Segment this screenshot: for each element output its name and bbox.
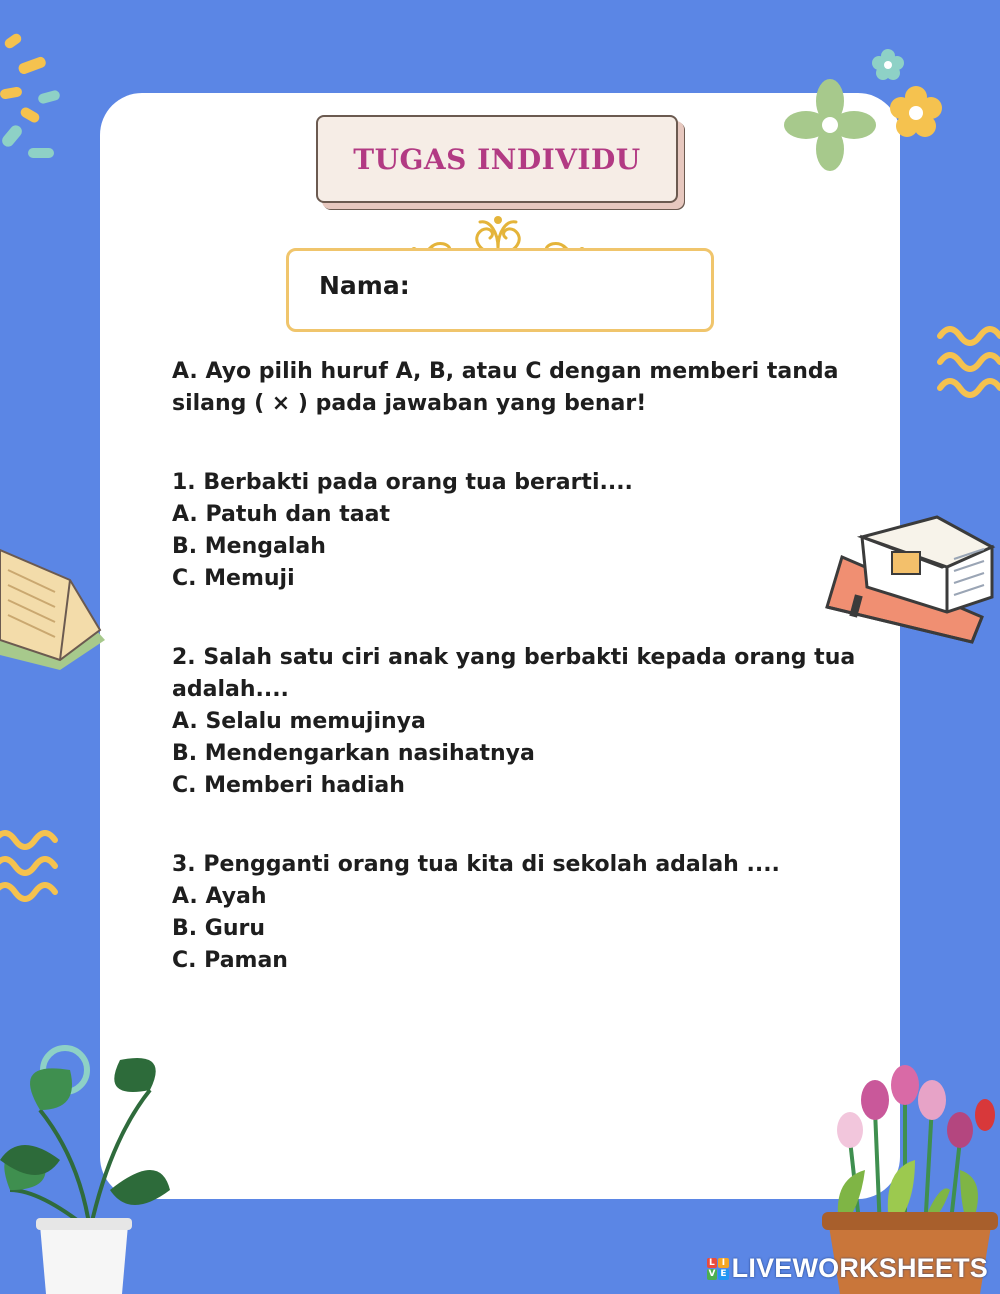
question-text: 1. Berbakti pada orang tua berarti.... bbox=[172, 470, 633, 495]
brand-name: LIVEWORKSHEETS bbox=[731, 1253, 988, 1283]
answer-option[interactable]: C. Memberi hadiah bbox=[172, 773, 405, 798]
liveworksheets-brand bbox=[707, 1253, 988, 1284]
book-icon bbox=[0, 540, 110, 690]
title-banner bbox=[316, 115, 678, 203]
answer-option[interactable]: C. Memuji bbox=[172, 566, 295, 591]
plant-icon bbox=[0, 1040, 180, 1294]
question-1 bbox=[172, 467, 872, 595]
answer-option[interactable]: A. Ayah bbox=[172, 884, 267, 909]
wave-squiggle-icon bbox=[935, 318, 1000, 408]
question-3 bbox=[172, 849, 872, 977]
confetti-icon bbox=[0, 30, 70, 170]
question-text: 2. Salah satu ciri anak yang berbakti kepada orang tua adalah.... bbox=[172, 645, 856, 702]
liveworksheets-logo-icon: L I V E bbox=[707, 1258, 729, 1280]
answer-option[interactable]: C. Paman bbox=[172, 948, 288, 973]
name-field[interactable] bbox=[286, 248, 714, 332]
flower-icon bbox=[778, 45, 958, 175]
question-2 bbox=[172, 642, 872, 802]
question-text: 3. Pengganti orang tua kita di sekolah adalah .... bbox=[172, 852, 780, 877]
answer-option[interactable]: A. Selalu memujinya bbox=[172, 709, 426, 734]
answer-option[interactable]: B. Mengalah bbox=[172, 534, 326, 559]
worksheet-content bbox=[172, 356, 872, 1024]
instruction-text: A. Ayo pilih huruf A, B, atau C dengan memberi tanda silang ( × ) pada jawaban yang benar! bbox=[172, 359, 839, 416]
wave-squiggle-icon bbox=[0, 822, 65, 912]
name-label: Nama: bbox=[319, 271, 410, 300]
answer-option[interactable]: A. Patuh dan taat bbox=[172, 502, 390, 527]
answer-option[interactable]: B. Mendengarkan nasihatnya bbox=[172, 741, 535, 766]
answer-option[interactable]: B. Guru bbox=[172, 916, 266, 941]
page-title: TUGAS INDIVIDU bbox=[353, 142, 641, 176]
